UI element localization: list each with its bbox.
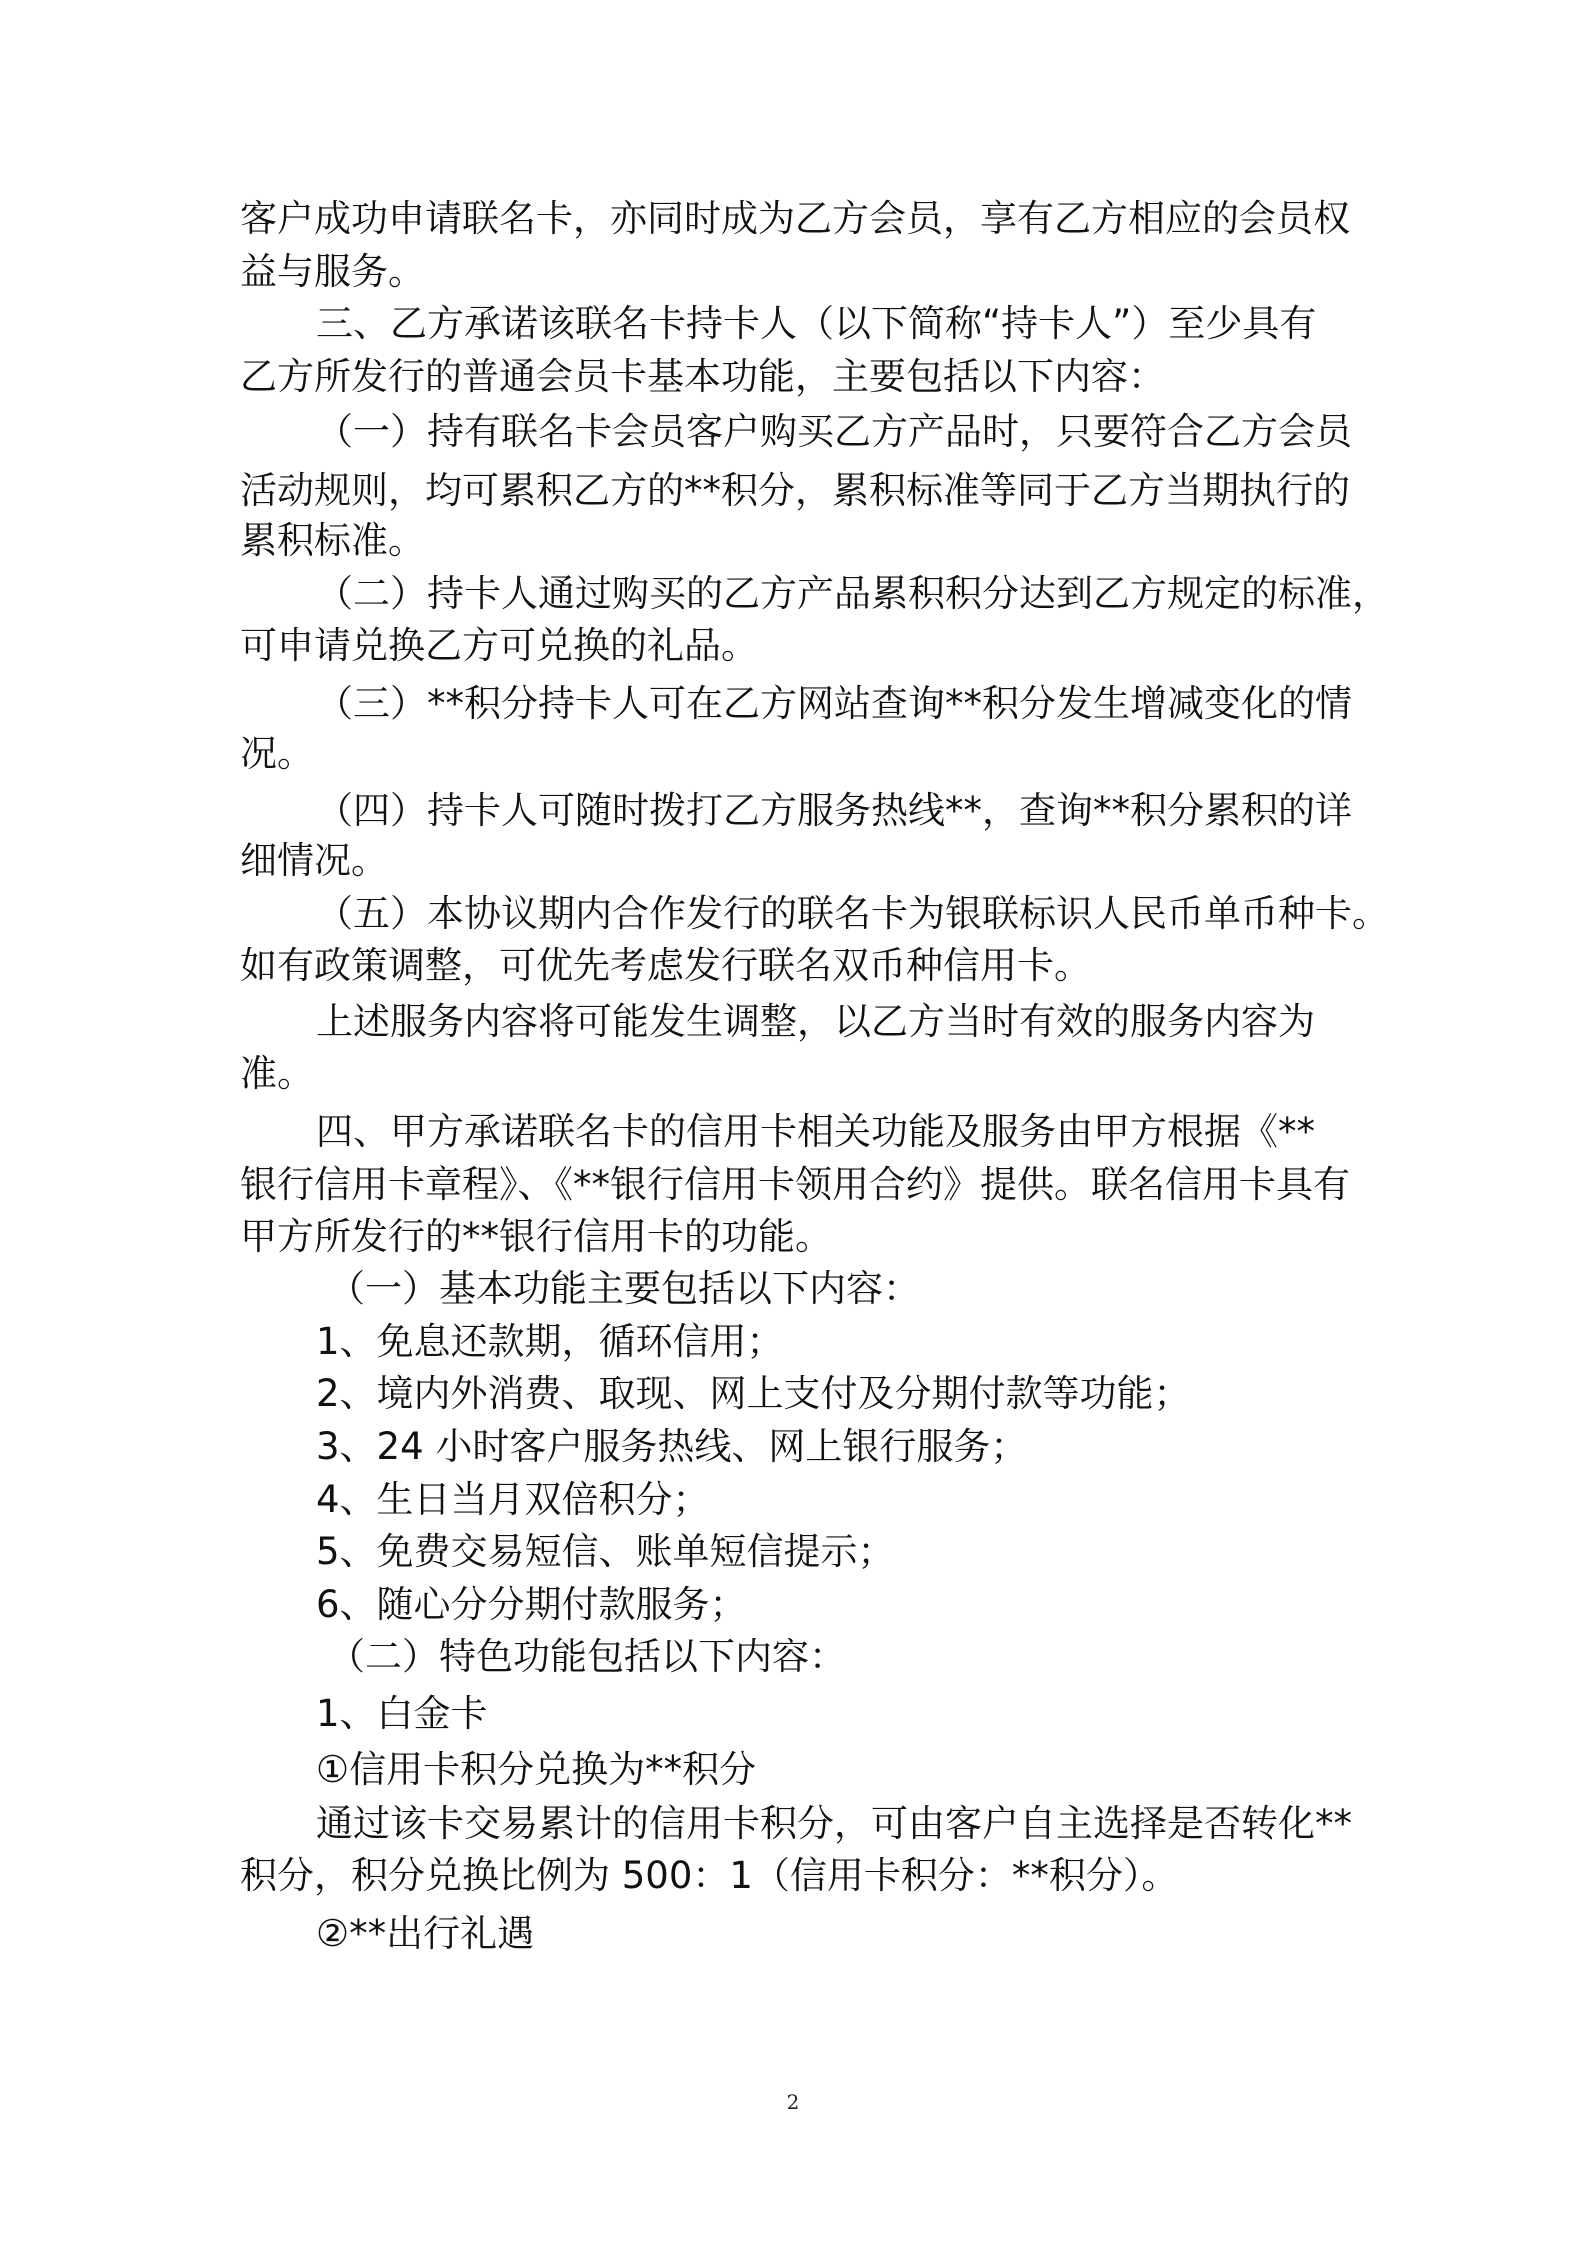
text-line-32: 积分，积分兑换比例为 500：1（信用卡积分：**积分）。 — [240, 1854, 1179, 1897]
text-line-30: ①信用卡积分兑换为**积分 — [316, 1748, 757, 1791]
text-line-24: 3、24 小时客户服务热线、网上银行服务； — [316, 1425, 1028, 1468]
text-line-3: 三、乙方承诺该联名卡持卡人（以下简称“持卡人”）至少具有 — [316, 302, 1317, 345]
text-line-6: 活动规则，均可累积乙方的**积分，累积标准等同于乙方当期执行的 — [240, 469, 1350, 512]
text-line-22: 1、免息还款期，循环信用； — [316, 1320, 784, 1363]
text-line-19: 银行信用卡章程》、《**银行信用卡领用合约》提供。联名信用卡具有 — [240, 1163, 1350, 1206]
text-line-28: （二）特色功能包括以下内容： — [328, 1635, 846, 1678]
text-line-29: 1、白金卡 — [316, 1692, 488, 1735]
text-line-21: （一）基本功能主要包括以下内容： — [328, 1267, 920, 1310]
text-line-4: 乙方所发行的普通会员卡基本功能，主要包括以下内容： — [240, 355, 1165, 398]
text-line-20: 甲方所发行的**银行信用卡的功能。 — [240, 1215, 832, 1258]
text-line-2: 益与服务。 — [240, 250, 425, 293]
text-line-7: 累积标准。 — [240, 519, 425, 562]
text-line-27: 6、随心分分期付款服务； — [316, 1583, 747, 1626]
text-line-31: 通过该卡交易累计的信用卡积分，可由客户自主选择是否转化** — [316, 1802, 1352, 1845]
text-line-23: 2、境内外消费、取现、网上支付及分期付款等功能； — [316, 1372, 1191, 1415]
text-line-5: （一）持有联名卡会员客户购买乙方产品时，只要符合乙方会员 — [316, 410, 1352, 453]
text-line-12: （四）持卡人可随时拨打乙方服务热线**，查询**积分累积的详 — [316, 789, 1352, 832]
text-line-11: 况。 — [240, 732, 314, 775]
text-line-8: （二）持卡人通过购买的乙方产品累积积分达到乙方规定的标准， — [316, 572, 1389, 615]
page-number: 2 — [786, 2090, 800, 2114]
text-line-15: 如有政策调整，可优先考虑发行联名双币种信用卡。 — [240, 944, 1091, 987]
text-line-33: ②**出行礼遇 — [316, 1912, 535, 1955]
text-line-10: （三）**积分持卡人可在乙方网站查询**积分发生增减变化的情 — [316, 682, 1352, 725]
text-line-16: 上述服务内容将可能发生调整，以乙方当时有效的服务内容为 — [316, 1000, 1315, 1043]
text-line-17: 准。 — [240, 1052, 314, 1095]
text-line-18: 四、甲方承诺联名卡的信用卡相关功能及服务由甲方根据《** — [316, 1110, 1315, 1153]
text-line-14: （五）本协议期内合作发行的联名卡为银联标识人民币单币种卡。 — [316, 892, 1389, 935]
text-line-25: 4、生日当月双倍积分； — [316, 1478, 710, 1521]
text-line-13: 细情况。 — [240, 839, 388, 882]
text-line-26: 5、免费交易短信、账单短信提示； — [316, 1530, 895, 1573]
text-line-9: 可申请兑换乙方可兑换的礼品。 — [240, 624, 758, 667]
text-line-1: 客户成功申请联名卡，亦同时成为乙方会员，享有乙方相应的会员权 — [240, 197, 1350, 240]
